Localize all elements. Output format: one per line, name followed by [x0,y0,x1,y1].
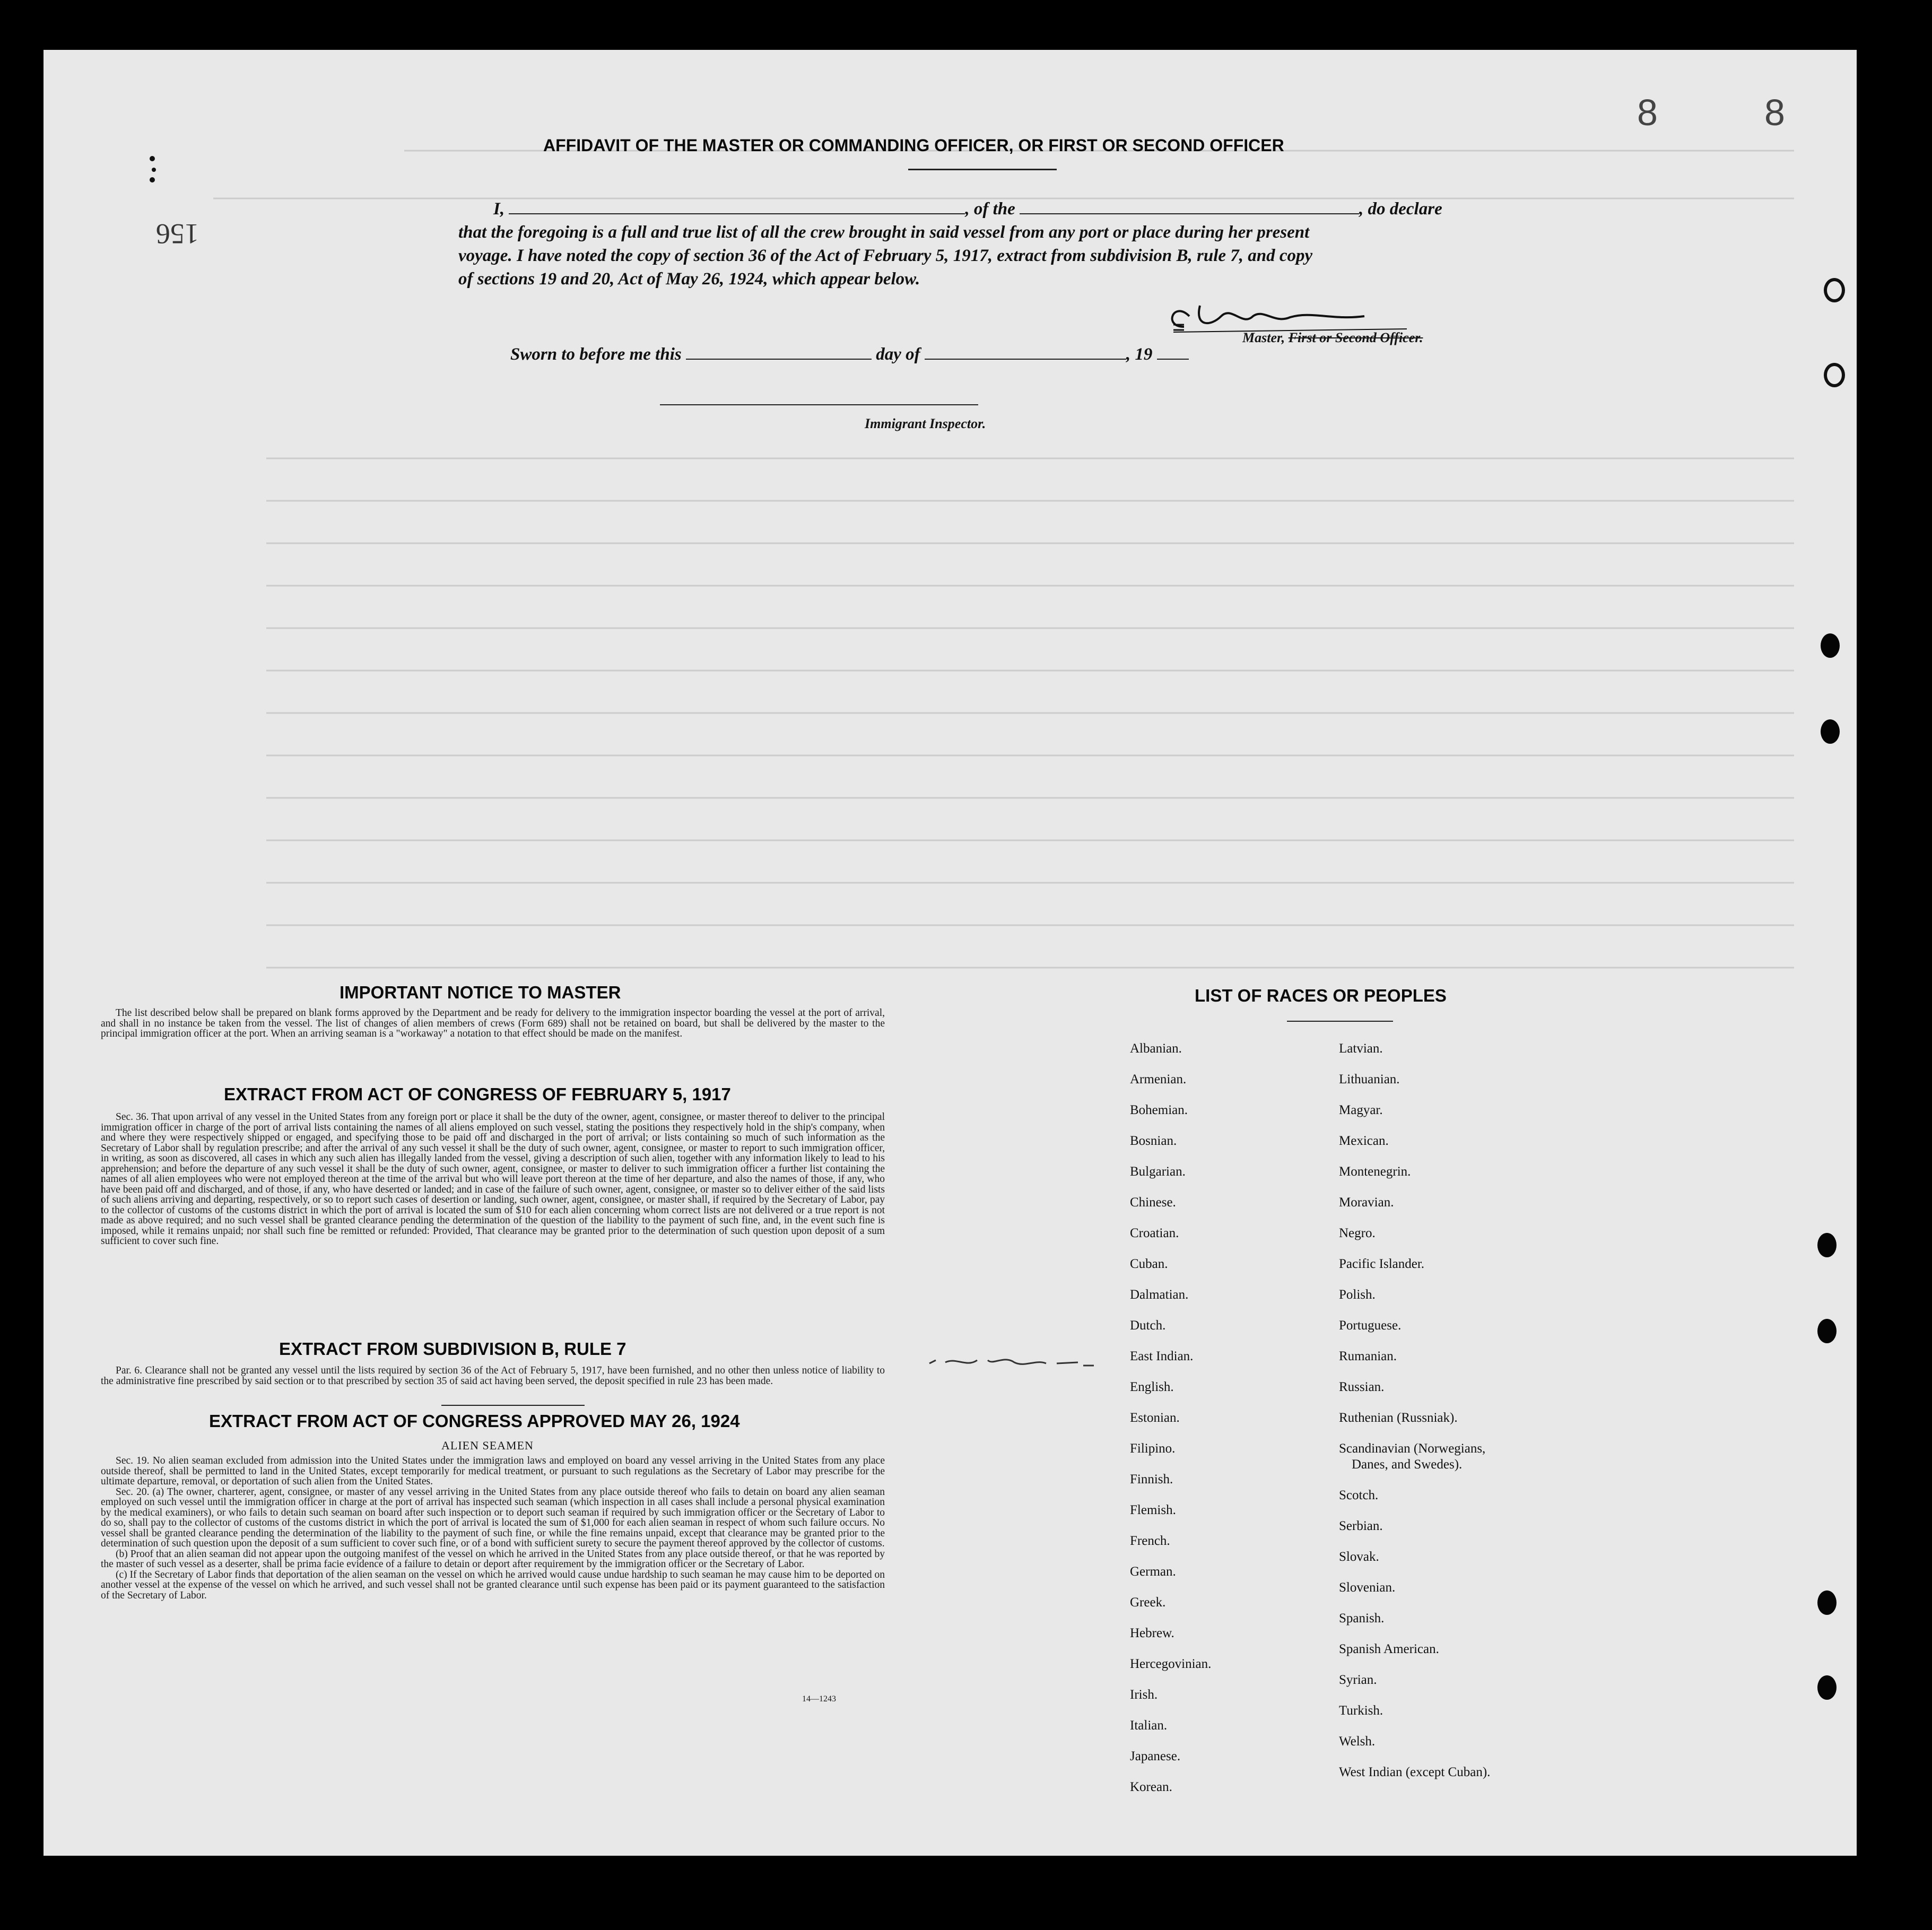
race-item: Spanish American. [1339,1642,1439,1656]
punch-hole [1821,633,1840,658]
race-item: Bosnian. [1130,1134,1177,1148]
race-item: West Indian (except Cuban). [1339,1765,1491,1779]
sworn-day-of: day of [876,345,920,364]
race-item: Magyar. [1339,1103,1383,1117]
race-item: Flemish. [1130,1503,1176,1517]
races-title-rule [1287,1021,1393,1022]
notice-body [101,1008,885,1039]
race-item: Slovak. [1339,1550,1379,1564]
sworn-line [510,345,1189,364]
race-item: Cuban. [1130,1257,1168,1271]
race-item: Dalmatian. [1130,1288,1189,1302]
race-item: Ruthenian (Russniak). [1339,1411,1458,1425]
race-item: Syrian. [1339,1673,1377,1687]
race-item: Montenegrin. [1339,1164,1411,1179]
act1917-title: EXTRACT FROM ACT OF CONGRESS OF FEBRUARY 5, 1917 [224,1084,731,1104]
race-item: Croatian. [1130,1226,1179,1240]
rule7-par6: Par. 6. Clearance shall not be granted any vessel until the lists required by section 36 of the Act of February 5, 1917, have been furnished, and no other then unless notice of liability to the administrative fine prescribed by said section or to that prescribed by section 35 of said act having been served, the deposit specified in rule 23 has been made. [101,1365,885,1387]
race-item: Slovenian. [1339,1580,1396,1595]
act1924-sec19: Sec. 19. No alien seaman excluded from admission into the United States under the immigration laws and employed on board any vessel arriving in the United States from any place outside thereof, shall be permitted to land in the United States, except temporarily for medical treatment, or pursuant to such regulations as the Secretary of Labor may prescribe for the ultimate departure, removal, or deportation of such alien from the United States. [101,1455,885,1487]
race-item: Estonian. [1130,1411,1180,1425]
race-item: Finnish. [1130,1472,1173,1486]
race-item: Scandinavian (Norwegians, [1339,1441,1486,1456]
inspector-signature-line [660,404,978,405]
race-item: Hercegovinian. [1130,1657,1212,1671]
race-item: Russian. [1339,1380,1385,1394]
race-item: Bohemian. [1130,1103,1188,1117]
sworn-day-blank [686,345,872,360]
left-margin-number: 156 [156,218,199,250]
race-item: Moravian. [1339,1195,1394,1210]
act1924-title: EXTRACT FROM ACT OF CONGRESS APPROVED MAY 26, 1924 [209,1411,740,1431]
affidavit-line-3: voyage. I have noted the copy of section 36 of the Act of February 5, 1917, extract from subdivision B, rule 7, and copy [458,246,1313,265]
pencil-scribble [924,1347,1158,1379]
notice-paragraph: The list described below shall be prepared on blank forms approved by the Department and be ready for delivery to the immigration inspector boarding the vessel at the port of arrival, and shall in no instance be taken from the vessel. The list of changes of alien members of crews (Form 689) shall not be retained on board, but shall be delivered by the master to the principal immigration officer at the port. When an arriving seaman is a "workaway" a notation to that effect should be made on the manifest. [101,1007,885,1039]
race-item: East Indian. [1130,1349,1194,1363]
race-item: Serbian. [1339,1519,1383,1533]
races-title: LIST OF RACES OR PEOPLES [1195,986,1447,1005]
affidavit-title-rule [908,169,1057,170]
race-item: German. [1130,1564,1176,1579]
margin-dot [150,177,155,182]
sworn-year-label: , 19 [1126,345,1153,364]
sworn-prefix: Sworn to before me this [510,345,682,364]
document-sheet [43,50,1857,1856]
race-item: Italian. [1130,1718,1168,1733]
race-item: Pacific Islander. [1339,1257,1425,1271]
affidavit-title: AFFIDAVIT OF THE MASTER OR COMMANDING OFFICER, OR FIRST OR SECOND OFFICER [543,136,1284,155]
sworn-year-blank [1157,345,1189,360]
race-item: English. [1130,1380,1174,1394]
sworn-month-blank [925,345,1126,360]
punch-hole [1817,1675,1837,1700]
notice-title: IMPORTANT NOTICE TO MASTER [340,983,621,1002]
race-item: Spanish. [1339,1611,1385,1625]
form-number: 14—1243 [802,1694,836,1703]
race-item: Welsh. [1339,1734,1376,1749]
races-right-column [1339,1033,1490,1788]
affidavit-line-4: of sections 19 and 20, Act of May 26, 1924, which appear below. [458,269,920,289]
affidavit-i-label: I, [493,199,505,219]
act1924-sec20c: (c) If the Secretary of Labor finds that deportation of the alien seaman on the vessel on which he arrived would cause undue hardship to such seaman he may cause him to be deported on another vessel at the expense of the vessel on which he arrived, and such vessel shall not be granted clearance until such expense has been paid or its payment guaranteed to the satisfaction of the Secretary of Labor. [101,1569,885,1601]
affidavit-line-2: that the foregoing is a full and true list of all the crew brought in said vessel from any port or place during her present [458,223,1310,242]
rule7-divider [441,1405,585,1406]
master-name-blank [509,199,965,214]
margin-dot [152,168,156,172]
act1917-sec36: Sec. 36. That upon arrival of any vessel in the United States from any foreign port or place it shall be the duty of the owner, agent, consignee, or master thereof to deliver to the principal immigration officer in charge of the port of arrival lists containing the names of all aliens employed on such vessel, stating the positions they respectively hold in the ship's company, when and where they were respectively shipped or engaged, and specifying those to be paid off and discharged in the port of arrival; or lists containing so much of such information as the Secretary of Labor shall by regulation prescribe; and after the arrival of any such vessel it shall be the duty of such owner, agent, consignee, or master to report to such immigration officer, in writing, as soon as discovered, all cases in which any such alien has illegally landed from the vessel, giving a description of such alien, together with any information likely to lead to his apprehension; and before the departure of any such vessel it shall be the duty of such owner, agent, consignee, or master to deliver to such immigration officer a further list containing the names of all alien employees who were not employed thereon at the time of the arrival but who will leave port thereon at the time of her departure, and also the names of those, if any, who have been paid off and discharged, and of those, if any, who have deserted or landed; and in case of the failure of such owner, agent, consignee, or master so to deliver either of the said lists of such aliens arriving and departing, respectively, or so to report such cases of desertion or landing, such owner, agent, consignee, or master shall, if required by the Secretary of Labor, pay to the collector of customs of the customs district in which the port of arrival is located the sum of $10 for each alien concerning whom correct lists are not delivered or a true report is not made as above required; and no such vessel shall be granted clearance pending the determination of the question of the liability to the payment of such fine, and, in the event such fine is imposed, while it remains unpaid; nor shall such fine be remitted or refunded: Provided, That clearance may be granted prior to the determination of such question upon deposit of a sum sufficient to cover such fine. [101,1111,885,1247]
race-item: Scotch. [1339,1488,1379,1502]
act1924-sec20b: (b) Proof that an alien seaman did not appear upon the outgoing manifest of the vessel on which he arrived in the United States from any place outside thereof, or that he was reported by the master of such vessel as a deserter, shall be prima facie evidence of a failure to detain or deport after requirement by the immigration officer or the Secretary of Labor. [101,1548,885,1570]
race-item: Albanian. [1130,1041,1182,1056]
race-item: Danes, and Swedes). [1352,1457,1463,1472]
affidavit-line-1 [493,199,1442,219]
inspector-caption: Immigrant Inspector. [865,416,986,431]
race-item: Polish. [1339,1288,1376,1302]
punch-hole [1824,278,1845,302]
race-item: Filipino. [1130,1441,1176,1456]
vessel-name-blank [1020,199,1359,214]
signature-caption [1242,330,1423,346]
signature-caption-struck: First or Second Officer. [1288,330,1423,345]
signature-caption-master: Master, [1242,330,1285,345]
race-item: Lithuanian. [1339,1072,1400,1086]
punch-hole [1821,719,1840,744]
punch-hole [1817,1590,1837,1615]
page-number: 8 [1637,92,1658,133]
race-item: Latvian. [1339,1041,1383,1056]
punch-hole [1817,1319,1837,1343]
race-item: Mexican. [1339,1134,1389,1148]
race-item: Hebrew. [1130,1626,1174,1640]
race-item: Armenian. [1130,1072,1187,1086]
race-item: Dutch. [1130,1318,1166,1333]
act1917-body [101,1112,885,1247]
race-item: Greek. [1130,1595,1166,1610]
affidavit-of-the-label: , of the [965,199,1015,219]
punch-hole [1824,363,1845,387]
race-item: Japanese. [1130,1749,1181,1763]
race-item: French. [1130,1534,1170,1548]
punch-hole [1817,1233,1837,1257]
race-item: Turkish. [1339,1703,1383,1718]
race-item: Korean. [1130,1780,1172,1794]
rule7-title: EXTRACT FROM SUBDIVISION B, RULE 7 [279,1339,626,1359]
race-item: Irish. [1130,1688,1158,1702]
page-number-duplicate: 8 [1764,92,1785,133]
race-item: Bulgarian. [1130,1164,1186,1179]
race-item: Negro. [1339,1226,1376,1240]
affidavit-declare-label: , do declare [1359,199,1442,219]
act1924-sec20a: Sec. 20. (a) The owner, charterer, agent, consignee, or master of any vessel arriving in the United States from any place outside thereof who fails to detain on board any alien seaman employed on such vessel until the immigration officer in charge at the port of arrival has inspected such seaman (which inspection in all cases shall include a personal physical examination by the medical examiners), or who fails to detain such seaman on board after such inspection or to deport such seaman if required by such immigration officer or the Secretary of Labor to do so, shall pay to the collector of customs of the customs district in which the port of arrival is located the sum of $1,000 for each alien seaman in respect of whom such failure occurs. No vessel shall be granted clearance pending the determination of the liability to the payment of such fine, or while the fine remains unpaid, except that clearance may be granted prior to the determination of such question upon the deposit of a sum sufficient to cover such fine, or of a bond with sufficient surety to secure the payment thereof approved by the collector of customs. [101,1486,885,1549]
race-item: Chinese. [1130,1195,1176,1210]
race-item: Portuguese. [1339,1318,1402,1333]
act1924-body [101,1456,885,1601]
act1924-subtitle: ALIEN SEAMEN [441,1439,534,1452]
rule7-body [101,1366,885,1386]
race-item: Rumanian. [1339,1349,1397,1363]
margin-dot [150,156,155,161]
races-left-column [1130,1033,1211,1803]
